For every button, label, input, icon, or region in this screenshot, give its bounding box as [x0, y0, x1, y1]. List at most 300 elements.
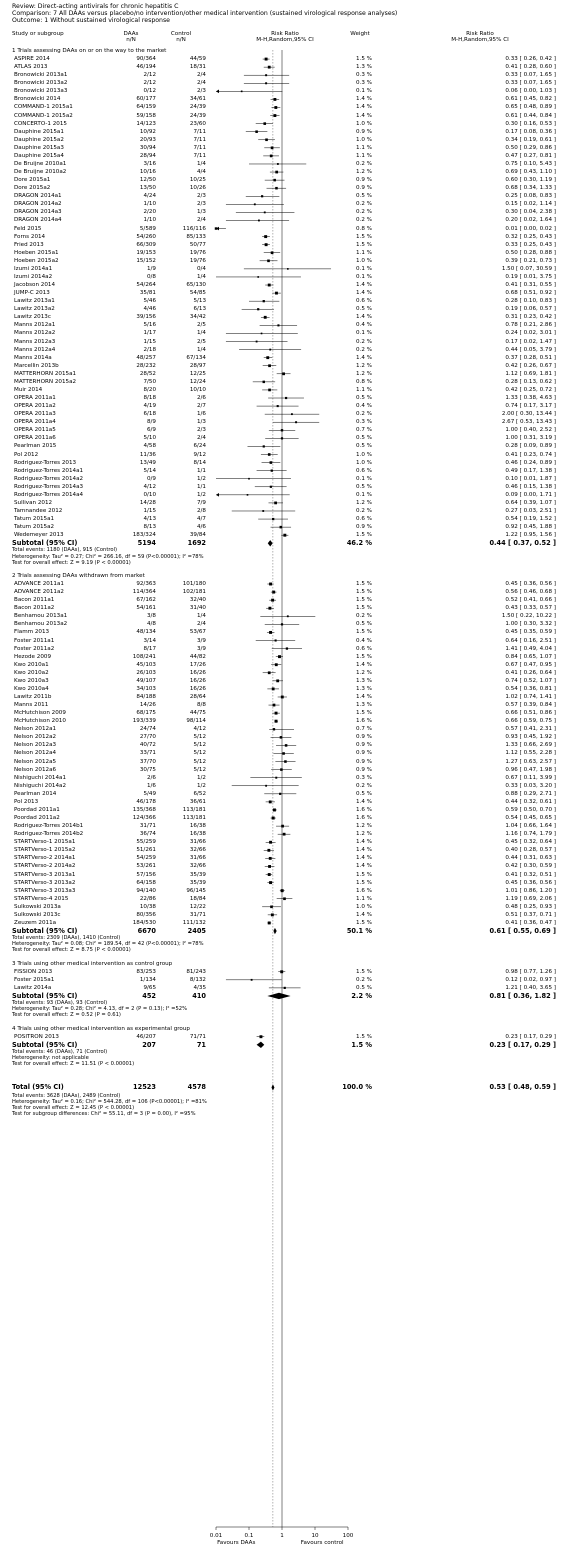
- study-row-w: 0.5 %: [356, 984, 372, 991]
- study-row-c: 2/3: [196, 193, 206, 200]
- study-row-w: 1.2 %: [356, 370, 372, 377]
- point-estimate: [264, 211, 266, 213]
- study-row-c: 12/25: [189, 370, 206, 377]
- study-row-name: Foster 2011a2: [14, 645, 55, 652]
- study-row-name: Bronowicki 2013a3: [14, 88, 68, 95]
- study-row-c: 6/13: [193, 306, 206, 313]
- study-row-c: 1/1: [196, 483, 206, 490]
- study-row-name: Dauphine 2015a1: [14, 128, 64, 135]
- study-row-e: 108/241: [132, 653, 156, 660]
- study-row-c: 10/25: [189, 177, 206, 184]
- study-row-e: 80/356: [136, 911, 156, 918]
- study-row-ci: 0.30 [ 0.16, 0.53 ]: [505, 120, 556, 127]
- study-row-ci: 0.75 [ 0.10, 5.43 ]: [505, 160, 556, 167]
- study-row-e: 4/46: [143, 306, 156, 313]
- study-row-ci: 0.67 [ 0.11, 3.99 ]: [505, 774, 556, 781]
- study-row-name: Wedemeyer 2013: [14, 532, 64, 539]
- point-estimate: [285, 744, 288, 747]
- point-estimate: [282, 752, 285, 755]
- study-row-name: Foster 2011a1: [14, 637, 55, 644]
- study-row-name: OPERA 2011a4: [14, 419, 56, 426]
- study-row-name: Rodriguez-Torres 2014b1: [14, 823, 84, 830]
- study-row-w: 0.2 %: [356, 613, 372, 620]
- study-row-ci: 1.33 [ 0.66, 2.69 ]: [505, 742, 556, 749]
- study-row-e: 8/9: [146, 419, 156, 426]
- study-row-c: 8/14: [193, 459, 206, 466]
- study-row-w: 0.2 %: [356, 217, 372, 224]
- point-estimate: [261, 333, 263, 335]
- study-row-name: Sulkowski 2013a: [14, 903, 61, 910]
- point-estimate: [271, 913, 274, 916]
- study-row-name: Kwo 2010a2: [14, 669, 49, 676]
- study-row-ci: 0.41 [ 0.32, 0.51 ]: [505, 871, 556, 878]
- study-row-ci: 0.50 [ 0.28, 0.88 ]: [505, 249, 556, 256]
- study-row-w: 1.4 %: [356, 104, 372, 111]
- study-row-e: 46/194: [136, 64, 156, 71]
- study-row-e: 83/253: [136, 968, 156, 975]
- study-row-w: 0.2 %: [356, 411, 372, 418]
- study-row-ci: 0.23 [ 0.17, 0.29 ]: [505, 1033, 556, 1040]
- study-row-e: 90/364: [136, 56, 156, 63]
- study-row-c: 17/26: [189, 661, 206, 668]
- study-row-c: 67/134: [186, 354, 206, 361]
- study-row-ci: 1.00 [ 0.40, 2.52 ]: [505, 427, 556, 434]
- study-row-c: 24/39: [189, 104, 206, 111]
- study-row-c: 39/84: [189, 532, 206, 539]
- subtotal-row-ci: 0.23 [ 0.17, 0.29 ]: [489, 1040, 556, 1049]
- total-row-c: 4578: [187, 1083, 206, 1092]
- study-row-ci: 1.02 [ 0.74, 1.41 ]: [505, 693, 556, 700]
- study-row-w: 1.1 %: [356, 152, 372, 159]
- study-row-c: 1/6: [196, 411, 206, 418]
- study-row-ci: 0.68 [ 0.34, 1.33 ]: [505, 185, 556, 192]
- study-row-c: 65/130: [186, 282, 206, 289]
- x-tick-label: 0.01: [209, 1533, 223, 1539]
- study-row-ci: 0.17 [ 0.08, 0.36 ]: [505, 128, 556, 135]
- study-row-w: 1.5 %: [356, 532, 372, 539]
- study-row-ci: 0.45 [ 0.36, 0.56 ]: [505, 879, 556, 886]
- point-estimate: [287, 615, 289, 617]
- study-row-e: 2/12: [143, 80, 156, 87]
- subtotal-diamond: [268, 540, 273, 546]
- study-row-c: 44/59: [189, 56, 206, 63]
- study-row-name: Pearlman 2014: [14, 790, 57, 797]
- study-row-ci: 0.27 [ 0.03, 2.51 ]: [505, 507, 556, 514]
- study-row-e: 31/71: [139, 823, 156, 830]
- point-estimate: [270, 906, 273, 909]
- study-row-w: 0.7 %: [356, 427, 372, 434]
- study-row-w: 0.1 %: [356, 88, 372, 95]
- study-row-c: 1/4: [196, 613, 206, 620]
- study-row-w: 1.1 %: [356, 249, 372, 256]
- point-estimate: [268, 607, 271, 610]
- study-row-ci: 0.40 [ 0.28, 0.57 ]: [505, 847, 556, 854]
- study-row-c: 1/2: [196, 491, 206, 498]
- study-row-e: 7/50: [143, 378, 156, 385]
- study-row-w: 0.5 %: [356, 193, 372, 200]
- study-row-ci: 0.33 [ 0.26, 0.42 ]: [505, 56, 556, 63]
- study-row-name: McHutchison 2009: [14, 710, 66, 717]
- subtotal-row-w: 1.5 %: [351, 1040, 372, 1049]
- study-row-w: 1.4 %: [356, 96, 372, 103]
- study-row-name: OPERA 2011a5: [14, 427, 56, 434]
- point-estimate: [263, 300, 265, 302]
- study-row-c: 54/85: [189, 290, 206, 297]
- study-row-e: 0/9: [146, 475, 156, 482]
- study-row-w: 0.3 %: [356, 72, 372, 79]
- study-row-ci: 0.25 [ 0.08, 0.83 ]: [505, 193, 556, 200]
- point-estimate: [281, 825, 284, 828]
- point-estimate: [268, 284, 271, 287]
- study-row-w: 0.9 %: [356, 734, 372, 741]
- study-row-ci: 0.44 [ 0.32, 0.61 ]: [505, 798, 556, 805]
- study-row-w: 0.2 %: [356, 782, 372, 789]
- study-row-e: 45/103: [136, 661, 156, 668]
- study-row-w: 1.5 %: [356, 919, 372, 926]
- study-row-name: Rodriguez-Torres 2014a2: [14, 475, 84, 482]
- study-row-w: 0.9 %: [356, 750, 372, 757]
- study-row-c: 0/4: [196, 265, 206, 272]
- study-row-w: 1.4 %: [356, 112, 372, 119]
- x-tick-label: 1: [280, 1533, 284, 1539]
- study-row-ci: 0.33 [ 0.03, 3.20 ]: [505, 782, 556, 789]
- point-estimate: [275, 777, 277, 779]
- study-row-name: Bronowicki 2014: [14, 96, 61, 103]
- study-row-name: Hezode 2009: [14, 653, 52, 660]
- study-row-ci: 0.31 [ 0.23, 0.42 ]: [505, 314, 556, 321]
- study-row-w: 1.4 %: [356, 798, 372, 805]
- study-row-name: ADVANCE 2011a1: [14, 581, 64, 587]
- study-row-c: 7/11: [193, 152, 206, 159]
- subtotal-diamond: [267, 993, 290, 999]
- study-row-name: Rodriguez-Torres 2014a1: [14, 467, 84, 474]
- study-row-w: 1.5 %: [356, 581, 372, 587]
- study-row-name: Sullivan 2012: [14, 499, 53, 506]
- study-row-e: 1/134: [139, 976, 156, 983]
- point-estimate: [265, 82, 267, 84]
- point-estimate: [280, 768, 283, 771]
- study-row-name: Dore 2015a2: [14, 185, 51, 192]
- study-row-ci: 0.54 [ 0.45, 0.65 ]: [505, 815, 556, 822]
- study-row-w: 0.8 %: [356, 378, 372, 385]
- study-row-c: 31/66: [189, 839, 206, 846]
- study-row-w: 1.1 %: [356, 144, 372, 151]
- study-row-w: 0.2 %: [356, 209, 372, 216]
- study-row-c: 16/26: [189, 669, 206, 676]
- point-estimate: [277, 324, 279, 326]
- point-estimate: [273, 98, 276, 101]
- study-row-c: 24/39: [189, 112, 206, 119]
- subgroup-note: Total events: 93 (DAAs), 93 (Control): [12, 1000, 108, 1007]
- study-row-w: 0.9 %: [356, 758, 372, 765]
- study-row-name: Nelson 2012a6: [14, 766, 57, 773]
- study-row-e: 11/36: [139, 451, 156, 458]
- study-row-w: 1.0 %: [356, 257, 372, 264]
- study-row-name: MATTERHORN 2015a2: [14, 378, 77, 385]
- study-row-name: Hoeben 2015a1: [14, 249, 59, 256]
- study-row-e: 28/232: [136, 362, 156, 369]
- study-row-c: 101/180: [182, 581, 206, 587]
- point-estimate: [285, 397, 287, 399]
- study-row-c: 96/145: [186, 887, 206, 894]
- study-row-w: 1.0 %: [356, 136, 372, 143]
- point-estimate: [266, 356, 269, 359]
- study-row-name: DRAGON 2014a3: [14, 209, 62, 216]
- point-estimate: [265, 58, 268, 61]
- study-row-e: 2/6: [146, 774, 156, 781]
- study-row-ci: 0.66 [ 0.59, 0.75 ]: [505, 718, 556, 725]
- study-row-c: 98/114: [186, 718, 206, 725]
- study-row-c: 1/2: [196, 782, 206, 789]
- study-row-name: De Bruijne 2010a2: [14, 169, 67, 176]
- study-row-e: 10/38: [139, 903, 156, 910]
- study-row-ci: 0.60 [ 0.30, 1.19 ]: [505, 177, 556, 184]
- favours-left-label: Favours DAAs: [217, 1540, 256, 1546]
- study-row-ci: 1.12 [ 0.69, 1.81 ]: [505, 370, 556, 377]
- study-row-e: 5/16: [143, 322, 156, 329]
- study-row-e: 4/58: [143, 443, 156, 450]
- study-row-c: 2/4: [196, 621, 206, 628]
- study-row-c: 44/75: [189, 710, 206, 717]
- study-row-ci: 0.06 [ 0.00, 1.03 ]: [505, 88, 556, 95]
- study-row-ci: 0.88 [ 0.29, 2.71 ]: [505, 790, 556, 797]
- study-row-w: 0.1 %: [356, 475, 372, 482]
- study-row-name: Dauphine 2015a4: [14, 152, 64, 159]
- point-estimate: [269, 841, 272, 844]
- study-row-name: De Bruijne 2010a1: [14, 160, 67, 167]
- point-estimate: [268, 453, 271, 456]
- study-row-name: Fried 2013: [14, 241, 44, 248]
- subtotal-row-e: 6670: [137, 927, 156, 936]
- study-row-ci: 1.22 [ 0.95, 1.56 ]: [505, 532, 556, 539]
- study-row-name: STARTVerso-2 2014a1: [14, 855, 76, 862]
- study-row-c: 5/12: [193, 742, 206, 749]
- point-estimate: [258, 220, 260, 222]
- study-row-e: 193/339: [132, 718, 156, 725]
- study-row-w: 1.4 %: [356, 290, 372, 297]
- study-row-name: DRAGON 2014a4: [14, 217, 62, 224]
- study-row-w: 0.4 %: [356, 322, 372, 329]
- study-row-e: 35/81: [139, 290, 156, 297]
- point-estimate: [270, 155, 273, 158]
- point-estimate: [275, 639, 277, 641]
- study-row-w: 0.1 %: [356, 491, 372, 498]
- study-row-c: 31/40: [189, 605, 206, 612]
- study-row-e: 28/94: [139, 152, 156, 159]
- study-row-w: 1.0 %: [356, 451, 372, 458]
- study-row-name: Bacon 2011a1: [14, 597, 55, 604]
- study-row-name: OPERA 2011a1: [14, 395, 56, 401]
- study-row-ci: 0.37 [ 0.28, 0.51 ]: [505, 354, 556, 361]
- study-row-c: 44/82: [189, 653, 206, 660]
- study-row-e: 15/152: [136, 257, 156, 264]
- point-estimate: [281, 429, 283, 431]
- study-row-e: 14/123: [136, 120, 156, 127]
- study-row-e: 5/10: [143, 435, 156, 442]
- study-row-ci: 0.41 [ 0.28, 0.60 ]: [505, 64, 556, 71]
- study-row-e: 1/10: [143, 217, 156, 224]
- study-row-name: CONCERTO-1 2015: [14, 120, 67, 127]
- point-estimate: [241, 91, 243, 93]
- study-row-ci: 0.42 [ 0.26, 0.67 ]: [505, 362, 556, 369]
- study-row-name: Dore 2015a1: [14, 177, 51, 184]
- study-row-ci: 0.39 [ 0.21, 0.73 ]: [505, 257, 556, 264]
- study-row-e: 53/261: [136, 863, 156, 870]
- subtotal-row-e: 207: [142, 1040, 156, 1049]
- point-estimate: [272, 591, 275, 594]
- study-row-w: 1.6 %: [356, 718, 372, 725]
- study-row-w: 1.5 %: [356, 871, 372, 878]
- point-estimate: [268, 921, 271, 924]
- study-row-name: Nelson 2012a5: [14, 758, 57, 765]
- study-row-c: 7/11: [193, 128, 206, 135]
- subgroup-title: 4 Trials using other medical intervention as experimental group: [12, 1025, 190, 1032]
- subgroup-note: Test for overall effect: Z = 0.52 (P = 0.61): [12, 1012, 121, 1019]
- study-row-c: 12/24: [189, 378, 206, 385]
- total-row-ci: 0.53 [ 0.48, 0.59 ]: [489, 1083, 556, 1092]
- point-estimate: [268, 389, 271, 392]
- study-row-w: 1.4 %: [356, 693, 372, 700]
- study-row-e: 20/93: [139, 136, 156, 143]
- study-row-name: Lawitz 2014a: [14, 984, 52, 991]
- study-row-c: 2/3: [196, 427, 206, 434]
- ci-arrow-left: [216, 493, 219, 497]
- study-row-e: 12/50: [139, 177, 156, 184]
- study-row-w: 1.4 %: [356, 839, 372, 846]
- study-row-ci: 0.20 [ 0.02, 1.64 ]: [505, 217, 556, 224]
- study-row-ci: 1.27 [ 0.63, 2.57 ]: [505, 758, 556, 765]
- study-row-ci: 0.50 [ 0.29, 0.86 ]: [505, 144, 556, 151]
- study-row-w: 1.2 %: [356, 831, 372, 838]
- study-row-e: 5/14: [143, 467, 156, 474]
- subgroup-note: Total events: 1180 (DAAs), 915 (Control): [12, 547, 118, 554]
- study-row-name: OPERA 2011a3: [14, 411, 56, 418]
- x-tick-label: 10: [311, 1533, 319, 1539]
- study-row-c: 12/22: [189, 903, 206, 910]
- point-estimate: [280, 526, 283, 529]
- study-row-ci: 0.64 [ 0.16, 2.51 ]: [505, 637, 556, 644]
- study-row-w: 0.5 %: [356, 435, 372, 442]
- study-row-name: Pol 2013: [14, 798, 39, 805]
- subtotal-row-name: Subtotal (95% CI): [12, 1040, 78, 1049]
- point-estimate: [271, 147, 274, 150]
- study-row-w: 0.4 %: [356, 637, 372, 644]
- point-estimate: [269, 800, 272, 803]
- study-row-w: 1.3 %: [356, 64, 372, 71]
- study-row-c: 28/64: [189, 693, 206, 700]
- study-row-ci: 0.44 [ 0.05, 3.79 ]: [505, 346, 556, 353]
- study-row-w: 1.5 %: [356, 589, 372, 596]
- study-row-e: 30/75: [139, 766, 156, 773]
- study-row-w: 0.8 %: [356, 225, 372, 232]
- study-row-c: 2/5: [196, 338, 206, 345]
- study-row-name: Manns 2012a1: [14, 322, 56, 329]
- study-row-c: 16/38: [189, 823, 206, 830]
- study-row-w: 1.5 %: [356, 1033, 372, 1040]
- study-row-e: 68/175: [136, 710, 156, 717]
- study-row-c: 4/35: [193, 984, 206, 991]
- point-estimate: [273, 114, 276, 117]
- point-estimate: [271, 599, 274, 602]
- subgroup-note: Test for overall effect: Z = 8.75 (P < 0.00001): [12, 947, 131, 954]
- study-row-e: 57/156: [136, 871, 156, 878]
- study-row-ci: 0.51 [ 0.37, 0.71 ]: [505, 911, 556, 918]
- point-estimate: [268, 873, 271, 876]
- study-row-name: Rodriguez-Torres 2014a3: [14, 483, 84, 490]
- study-row-ci: 0.10 [ 0.01, 1.87 ]: [505, 475, 556, 482]
- study-row-ci: 0.42 [ 0.30, 0.59 ]: [505, 863, 556, 870]
- study-row-c: 31/71: [189, 911, 206, 918]
- study-row-ci: 1.50 [ 0.07, 30.59 ]: [501, 265, 556, 272]
- col-rr2-header: Risk Ratio: [466, 31, 494, 37]
- study-row-e: 5/589: [139, 225, 156, 232]
- point-estimate: [283, 833, 286, 836]
- study-row-c: 16/26: [189, 685, 206, 692]
- study-row-e: 13/50: [139, 185, 156, 192]
- study-row-name: ADVANCE 2011a2: [14, 589, 64, 596]
- study-row-c: 8/8: [196, 702, 206, 709]
- study-row-w: 1.3 %: [356, 685, 372, 692]
- study-row-e: 54/259: [136, 855, 156, 862]
- study-row-e: 48/257: [136, 354, 156, 361]
- study-row-name: McHutchison 2010: [14, 718, 66, 725]
- study-row-ci: 1.41 [ 0.49, 4.04 ]: [505, 645, 556, 652]
- study-row-name: Marcellin 2013b: [14, 362, 59, 369]
- study-row-e: 19/153: [136, 249, 156, 256]
- study-row-name: Feld 2015: [14, 225, 42, 232]
- subgroup-note: Heterogeneity: Tau² = 0.28; Chi² = 4.13, df = 2 (P = 0.13); I² =52%: [12, 1006, 188, 1013]
- study-row-name: Lawitz 2013a1: [14, 298, 55, 305]
- study-row-w: 1.2 %: [356, 669, 372, 676]
- study-row-e: 37/70: [139, 758, 156, 765]
- study-row-w: 0.2 %: [356, 201, 372, 208]
- study-row-w: 1.5 %: [356, 968, 372, 975]
- study-row-w: 0.2 %: [356, 976, 372, 983]
- point-estimate: [257, 308, 259, 310]
- study-row-e: 55/259: [136, 839, 156, 846]
- point-estimate: [264, 235, 267, 238]
- study-row-name: Dauphine 2015a3: [14, 144, 64, 151]
- study-row-name: Pol 2012: [14, 451, 39, 458]
- study-row-name: COMMAND-1 2015a2: [14, 112, 73, 119]
- study-row-name: Forns 2014: [14, 233, 46, 240]
- study-row-w: 0.4 %: [356, 403, 372, 410]
- study-row-ci: 0.43 [ 0.33, 0.57 ]: [505, 605, 556, 612]
- study-row-c: 34/42: [189, 314, 206, 321]
- study-row-w: 1.2 %: [356, 362, 372, 369]
- point-estimate: [281, 623, 283, 625]
- point-estimate: [267, 849, 270, 852]
- point-estimate: [247, 494, 249, 496]
- study-row-ci: 0.15 [ 0.02, 1.14 ]: [505, 201, 556, 208]
- study-row-ci: 0.33 [ 0.07, 1.65 ]: [505, 80, 556, 87]
- point-estimate: [283, 897, 286, 900]
- study-row-e: 0/12: [143, 88, 156, 95]
- point-estimate: [251, 979, 253, 981]
- study-row-w: 1.4 %: [356, 911, 372, 918]
- study-row-name: ATLAS 2013: [14, 64, 48, 71]
- study-row-name: Zeuzem 2011a: [14, 919, 57, 926]
- point-estimate: [264, 316, 267, 319]
- study-row-c: 2/3: [196, 88, 206, 95]
- col-ctl-unit: n/N: [176, 37, 186, 43]
- study-row-w: 0.9 %: [356, 128, 372, 135]
- study-row-name: Manns 2012a2: [14, 330, 56, 337]
- study-row-e: 183/324: [132, 532, 156, 539]
- col-rr-method: M-H,Random,95% CI: [256, 37, 314, 43]
- study-row-c: 6/52: [193, 790, 206, 797]
- study-row-c: 71/71: [189, 1033, 206, 1040]
